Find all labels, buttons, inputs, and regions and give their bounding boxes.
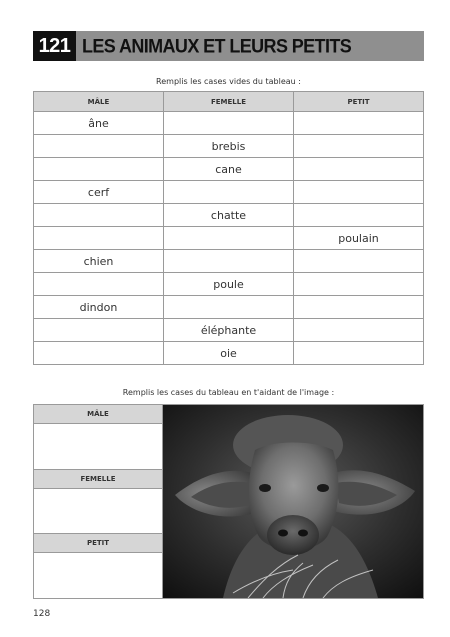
exercise1-instruction: Remplis les cases vides du tableau : <box>156 77 301 86</box>
calf-illustration <box>163 405 423 598</box>
table-cell[interactable] <box>294 135 424 158</box>
table-cell[interactable] <box>164 112 294 135</box>
table-cell[interactable] <box>294 250 424 273</box>
column-header-female: FEMELLE <box>164 92 294 112</box>
table-cell[interactable] <box>34 342 164 365</box>
table-cell[interactable] <box>164 181 294 204</box>
label-female: FEMELLE <box>34 470 162 489</box>
table-cell[interactable]: chien <box>34 250 164 273</box>
column-header-young: PETIT <box>294 92 424 112</box>
table-row <box>34 112 424 135</box>
chapter-number: 121 <box>33 31 76 61</box>
table-cell[interactable] <box>294 112 424 135</box>
exercise2-instruction: Remplis les cases du tableau en t'aidant de l'image : <box>122 388 335 397</box>
table-row <box>34 296 424 319</box>
answer-box-male[interactable] <box>34 424 162 470</box>
table-cell[interactable]: oie <box>164 342 294 365</box>
page-number: 128 <box>33 609 51 619</box>
table-cell[interactable] <box>34 158 164 181</box>
table-cell[interactable] <box>164 227 294 250</box>
table-cell[interactable] <box>34 204 164 227</box>
answer-box-young[interactable] <box>34 553 162 598</box>
label-young: PETIT <box>34 534 162 553</box>
table-cell[interactable]: chatte <box>164 204 294 227</box>
table-cell[interactable] <box>294 158 424 181</box>
table-cell[interactable] <box>34 273 164 296</box>
table-row <box>34 181 424 204</box>
table-cell[interactable]: brebis <box>164 135 294 158</box>
table-cell[interactable]: cane <box>164 158 294 181</box>
table-cell[interactable] <box>164 250 294 273</box>
table-cell[interactable] <box>294 204 424 227</box>
table-cell[interactable] <box>294 319 424 342</box>
table-cell[interactable]: poule <box>164 273 294 296</box>
table-cell[interactable]: poulain <box>294 227 424 250</box>
table-header-row <box>34 92 424 112</box>
table-cell[interactable] <box>294 296 424 319</box>
calf-photo <box>162 405 423 598</box>
table-row <box>34 204 424 227</box>
table-cell[interactable] <box>294 273 424 296</box>
table-cell[interactable]: dindon <box>34 296 164 319</box>
table-cell[interactable] <box>164 296 294 319</box>
table-cell[interactable] <box>34 319 164 342</box>
chapter-title: LES ANIMAUX ET LEURS PETITS <box>82 34 352 57</box>
answer-box-female[interactable] <box>34 489 162 534</box>
table-cell[interactable] <box>294 181 424 204</box>
table-row <box>34 319 424 342</box>
label-male: MÂLE <box>34 405 162 424</box>
table-row <box>34 273 424 296</box>
table-row <box>34 135 424 158</box>
chapter-header <box>33 31 424 61</box>
table-cell[interactable]: éléphante <box>164 319 294 342</box>
table-cell[interactable] <box>34 227 164 250</box>
column-header-male: MÂLE <box>34 92 164 112</box>
table-row <box>34 227 424 250</box>
table-row <box>34 342 424 365</box>
table-cell[interactable]: âne <box>34 112 164 135</box>
table-cell[interactable] <box>294 342 424 365</box>
table-cell[interactable]: cerf <box>34 181 164 204</box>
table-cell[interactable] <box>34 135 164 158</box>
table-row <box>34 250 424 273</box>
image-table <box>33 404 424 599</box>
table-row <box>34 158 424 181</box>
fill-table <box>33 91 424 365</box>
label-column <box>34 405 162 598</box>
